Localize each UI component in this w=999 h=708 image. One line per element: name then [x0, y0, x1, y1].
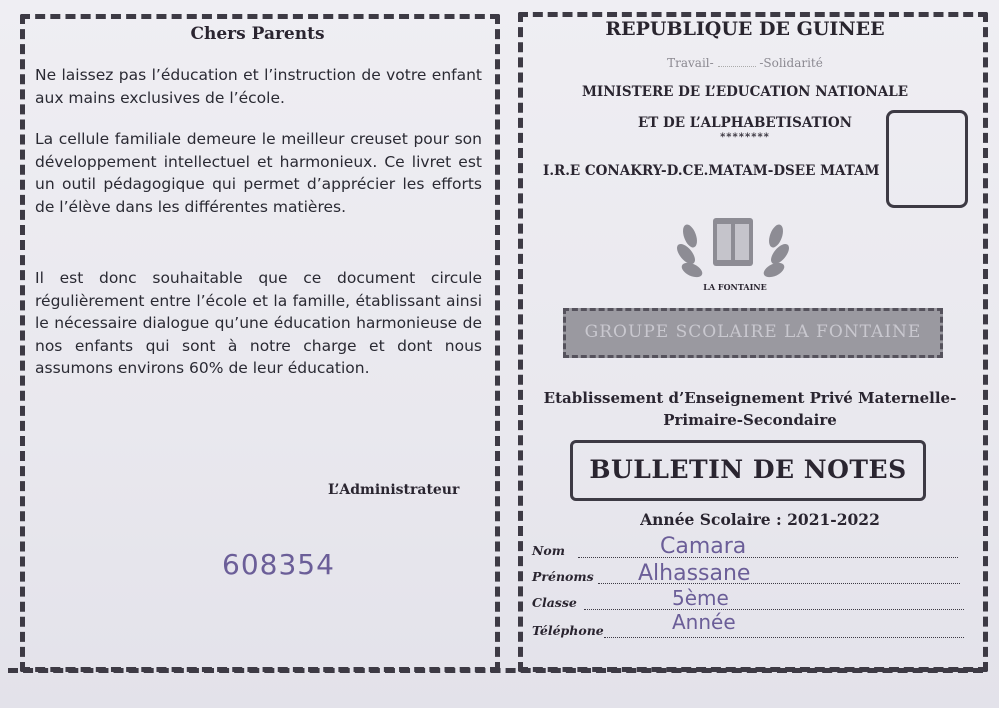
ministry-line-1: MINISTERE DE L’EDUCATION NATIONALE — [581, 84, 909, 100]
document-title: BULLETIN DE NOTES — [589, 455, 907, 484]
establishment-line-1: Etablissement d’Enseignement Privé Maternelle- — [543, 389, 957, 407]
nom-value: Camara — [660, 534, 747, 559]
national-motto — [640, 56, 850, 70]
motto-left: Travail- — [667, 56, 714, 70]
classe-label: Classe — [532, 595, 577, 610]
paragraph-3: Il est donc souhaitable que ce document circule régulièrement entre l’école et la famille, établissant ainsi le nécessaire dialogue qu’une éducation harmonieuse de nos enfants qui sont à notre charge et dont nous assumons environs 60% de leur éducation. — [35, 269, 482, 377]
paragraph-1: Ne laissez pas l’éducation et l’instruction de votre enfant aux mains exclusives de l’école. — [35, 66, 482, 107]
ministry-line-2: ET DE L’ALPHABETISATION — [637, 115, 853, 131]
stars-separator: ******** — [720, 132, 770, 143]
logo-caption: LA FONTAINE — [703, 282, 767, 292]
classe-value: 5ème Année — [672, 586, 736, 634]
school-name-banner — [563, 308, 943, 358]
photo-box — [886, 110, 968, 208]
prenoms-label: Prénoms — [532, 569, 594, 584]
ire-line: I.R.E CONAKRY-D.CE.MATAM-DSEE MATAM — [543, 163, 880, 179]
nom-label: Nom — [532, 543, 565, 558]
school-logo-icon — [668, 196, 798, 296]
school-name: GROUPE SCOLAIRE LA FONTAINE — [584, 322, 922, 342]
administrator-signature-label: L’Administrateur — [328, 482, 460, 498]
telephone-label: Téléphone — [532, 623, 604, 638]
school-year: Année Scolaire : 2021-2022 — [640, 510, 880, 529]
handwritten-number: 608354 — [222, 548, 335, 581]
country-title: REPUBLIQUE DE GUINEE — [605, 18, 885, 40]
paragraph-2: La cellule familiale demeure le meilleur creuset pour son développement intellectuel et harmonieux. Ce livret est un outil pédagogique qui permet d’apprécier les efforts de l’élève dans les différentes matières. — [35, 130, 482, 216]
bottom-border — [8, 668, 983, 673]
prenoms-value: Alhassane — [638, 561, 751, 586]
establishment-line-2: Primaire-Secondaire — [663, 411, 837, 429]
parents-heading: Chers Parents — [190, 24, 325, 44]
bulletin-title-box — [570, 440, 926, 501]
motto-right: -Solidarité — [759, 56, 823, 70]
